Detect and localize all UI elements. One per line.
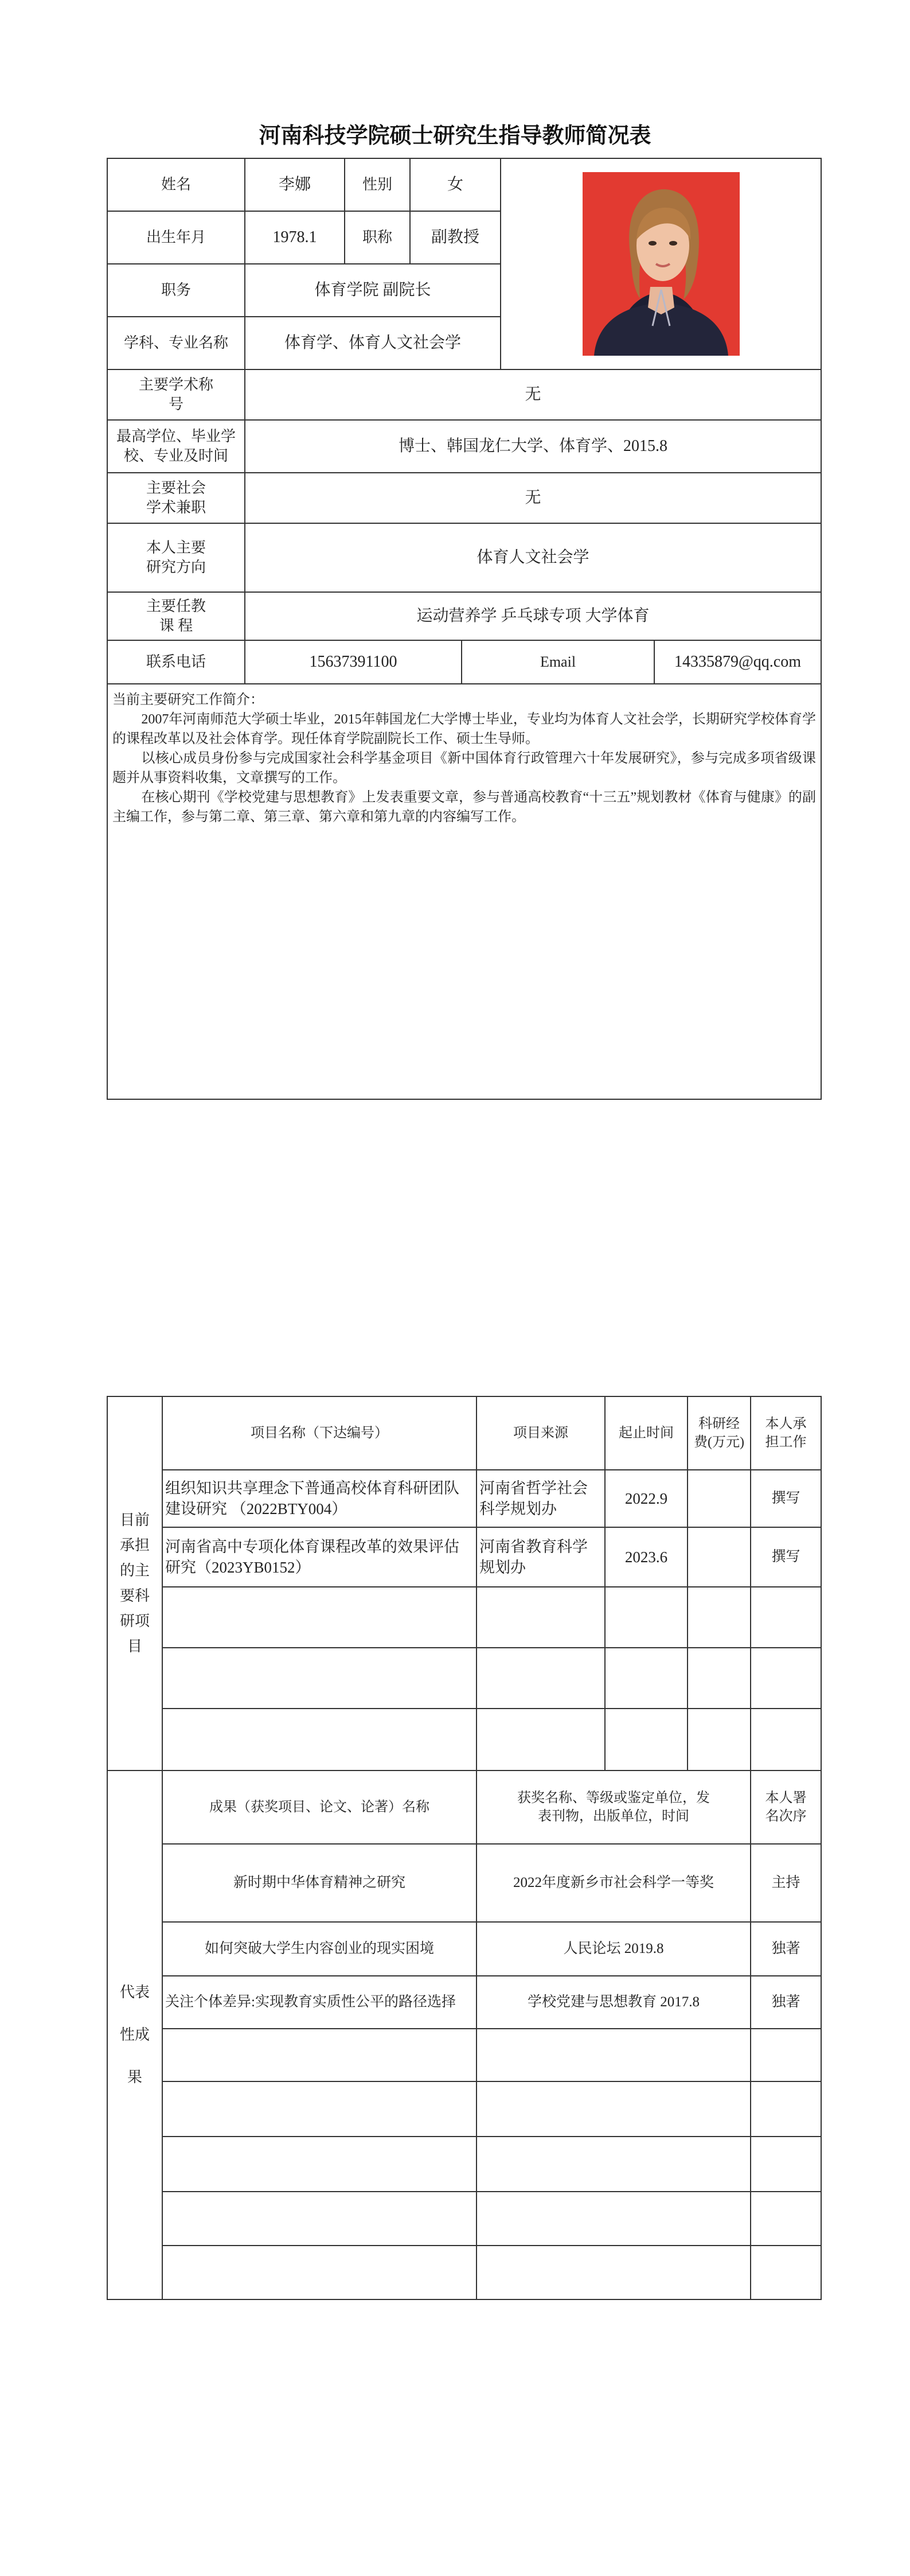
degree-value: 博士、韩国龙仁大学、体育学、2015.8 [245,420,821,473]
table-row [107,1470,821,1527]
project-time [605,1648,688,1709]
achievement-order: 独著 [751,1976,821,2029]
project-time-header: 起止时间 [605,1396,688,1470]
discipline-value: 体育学、体育人文社会学 [245,317,501,369]
achievement-name: 如何突破大学生内容创业的现实困境 [162,1922,477,1976]
project-funds [688,1527,751,1587]
photo-cell [501,158,821,369]
projects-side-label: 目前承担的主要科研项目 [107,1396,162,1770]
achievement-order [751,2029,821,2081]
project-name-header: 项目名称（下达编号） [162,1396,477,1470]
achievement-order: 主持 [751,1844,821,1922]
project-source [477,1648,605,1709]
academic-title-label: 主要学术称 号 [107,369,245,420]
project-role: 撰写 [751,1470,821,1527]
table-row [107,1648,821,1709]
table-row [107,2192,821,2246]
project-name [162,1648,477,1709]
courses-value: 运动营养学 乒乓球专项 大学体育 [245,592,821,640]
table-row [107,1587,821,1648]
birth-label: 出生年月 [107,211,245,264]
achievement-order [751,2081,821,2137]
project-funds [688,1709,751,1770]
name-value: 李娜 [245,158,345,211]
table-row [107,1844,821,1922]
project-role [751,1648,821,1709]
phone-label: 联系电话 [107,640,245,684]
project-name: 河南省高中专项化体育课程改革的效果评估研究（2023YB0152） [162,1527,477,1587]
achievement-award-header: 获奖名称、等级或鉴定单位，发表刊物，出版单位，时间 [477,1770,751,1844]
rank-label: 职称 [345,211,410,264]
basic-info-table [107,158,822,1100]
achievement-award [477,2081,751,2137]
project-source-header: 项目来源 [477,1396,605,1470]
rank-value: 副教授 [410,211,501,264]
project-time: 2023.6 [605,1527,688,1587]
phone-value: 15637391100 [245,640,462,684]
achievement-order [751,2192,821,2246]
gender-value: 女 [410,158,501,211]
achievement-award [477,2246,751,2299]
achievement-name [162,2029,477,2081]
email-label: Email [462,640,654,684]
project-source: 河南省教育科学规划办 [477,1527,605,1587]
table-row [107,1709,821,1770]
project-name [162,1709,477,1770]
project-funds-header: 科研经费(万元) [688,1396,751,1470]
portrait-icon [583,172,740,356]
research-table [107,1396,822,2300]
profile-paragraph: 2007年河南师范大学硕士毕业，2015年韩国龙仁大学博士毕业，专业均为体育人文社会学，长期研究学校体育学的课程改革以及社会体育学。现任体育学院副院长工作、硕士生导师。 [112,712,817,746]
project-name: 组织知识共享理念下普通高校体育科研团队建设研究 （2022BTY004） [162,1470,477,1527]
project-role-header: 本人承担工作 [751,1396,821,1470]
table-row [107,1976,821,2029]
direction-value: 体育人文社会学 [245,523,821,592]
project-role: 撰写 [751,1527,821,1587]
profile-paragraph: 以核心成员身份参与完成国家社会科学基金项目《新中国体育行政管理六十年发展研究》，参与完成多项省级课题并从事资料收集，文章撰写的工作。 [112,751,817,785]
social-label: 主要社会学术兼职 [107,473,245,523]
achievement-name [162,2192,477,2246]
project-time: 2022.9 [605,1470,688,1527]
achievement-order [751,2246,821,2299]
project-funds [688,1587,751,1648]
social-value: 无 [245,473,821,523]
table-row [107,2246,821,2299]
project-source [477,1587,605,1648]
table-row [107,1922,821,1976]
table-row [107,1527,821,1587]
profile-paragraph: 在核心期刊《学校党建与思想教育》上发表重要文章，参与普通高校教育“十三五”规划教材《体育与健康》的副主编工作，参与第二章、第三章、第六章和第九章的内容编写工作。 [112,790,817,824]
table-row [107,2081,821,2137]
gender-label: 性别 [345,158,410,211]
achievement-name [162,2137,477,2192]
name-label: 姓名 [107,158,245,211]
achievement-name: 关注个体差异:实现教育实质性公平的路径选择 [162,1976,477,2029]
achievement-order: 独著 [751,1922,821,1976]
achievement-name [162,2246,477,2299]
project-role [751,1709,821,1770]
birth-value: 1978.1 [245,211,345,264]
achievement-award [477,2029,751,2081]
achievement-award: 人民论坛 2019.8 [477,1922,751,1976]
achievement-award: 学校党建与思想教育 2017.8 [477,1976,751,2029]
project-name [162,1587,477,1648]
achievement-award: 2022年度新乡市社会科学一等奖 [477,1844,751,1922]
research-profile [107,684,821,1099]
achievement-name [162,2081,477,2137]
project-funds [688,1648,751,1709]
post-label: 职务 [107,264,245,317]
project-source [477,1709,605,1770]
project-time [605,1587,688,1648]
direction-label: 本人主要研究方向 [107,523,245,592]
achievement-name-header: 成果（获奖项目、论文、论著）名称 [162,1770,477,1844]
achievement-order [751,2137,821,2192]
project-role [751,1587,821,1648]
academic-title-value: 无 [245,369,821,420]
achievement-award [477,2137,751,2192]
achievement-order-header: 本人署名次序 [751,1770,821,1844]
page-title: 河南科技学院硕士研究生指导教师简况表 [259,123,651,148]
project-funds [688,1470,751,1527]
email-value: 14335879@qq.com [654,640,821,684]
project-source: 河南省哲学社会科学规划办 [477,1470,605,1527]
table-row [107,2029,821,2081]
degree-label: 最高学位、毕业学校、专业及时间 [107,420,245,473]
achievement-award [477,2192,751,2246]
project-time [605,1709,688,1770]
profile-heading: 当前主要研究工作简介： [112,692,264,707]
portrait-photo [583,172,740,356]
post-value: 体育学院 副院长 [245,264,501,317]
table-row [107,2137,821,2192]
achievement-name: 新时期中华体育精神之研究 [162,1844,477,1922]
courses-label: 主要任教课 程 [107,592,245,640]
discipline-label: 学科、专业名称 [107,317,245,369]
achievements-side-label: 代表性成果 [107,1770,162,2299]
